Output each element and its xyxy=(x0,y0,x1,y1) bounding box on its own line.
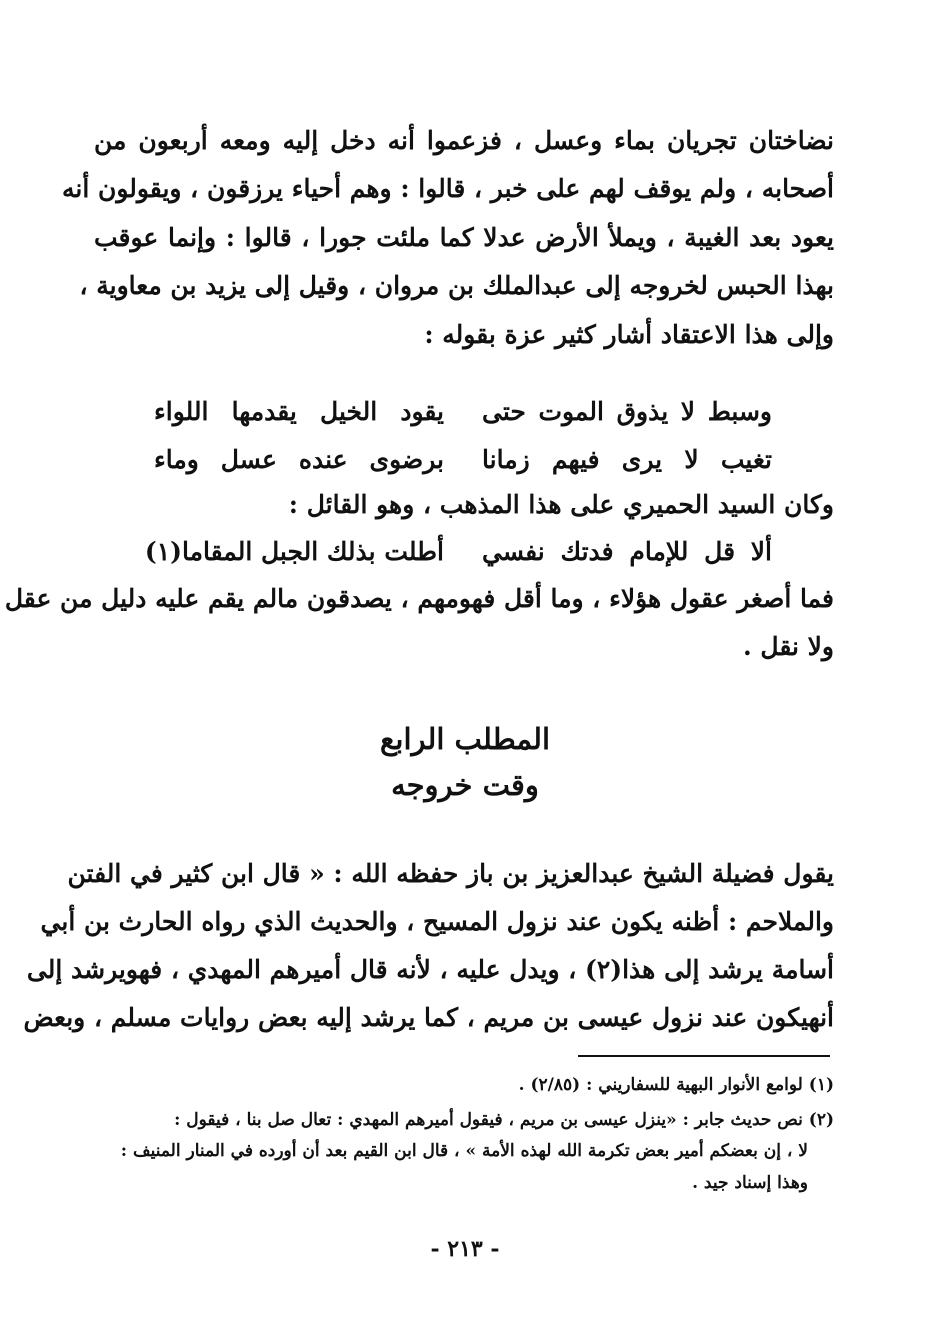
body-line: يعود بعد الغيبة ، ويملأ الأرض عدلا كما ملئت جورا ، قالوا : وإنما عوقب xyxy=(94,223,834,252)
footnote-2-continuation: لا ، إن بعضكم أمير بعض تكرمة الله لهذه الأمة » ، قال ابن القيم بعد أن أورده في المنار المنيف : xyxy=(120,1141,808,1161)
verse-first-hemistich: تغيب لا يرى فيهم زمانا xyxy=(482,445,772,474)
body-line: فما أصغر عقول هؤلاء ، وما أقل فهومهم ، يصدقون مالم يقم عليه دليل من عقل xyxy=(4,584,834,613)
body-line: نضاختان تجريان بماء وعسل ، فزعموا أنه دخل إليه ومعه أربعون من xyxy=(94,126,834,155)
poem-verse xyxy=(144,535,772,569)
verse-second-hemistich: برضوى عنده عسل وماء xyxy=(154,445,444,474)
body-line: أنهيكون عند نزول عيسى بن مريم ، كما يرشد إليه بعض روايات مسلم ، وبعض xyxy=(23,1003,834,1032)
body-line: ولا نقل . xyxy=(743,632,834,661)
poem-verse xyxy=(154,395,772,429)
body-line: وكان السيد الحميري على هذا المذهب ، وهو القائل : xyxy=(288,490,834,519)
verse-first-hemistich: ألا قل للإمام فدتك نفسي xyxy=(482,537,772,566)
body-line: يقول فضيلة الشيخ عبدالعزيز بن باز حفظه الله : « قال ابن كثير في الفتن xyxy=(67,859,834,888)
section-title: المطلب الرابع xyxy=(379,722,551,756)
body-line: وإلى هذا الاعتقاد أشار كثير عزة بقوله : xyxy=(424,320,834,349)
body-line: والملاحم : أظنه يكون عند نزول المسيح ، والحديث الذي رواه الحارث بن أبي xyxy=(40,907,834,936)
section-subtitle: وقت خروجه xyxy=(391,768,539,802)
footnote-1: (١) لوامع الأنوار البهية للسفاريني : (٢/٨٥) . xyxy=(518,1075,834,1095)
footnote-2: (٢) نص حديث جابر : «ينزل عيسى بن مريم ، فيقول أميرهم المهدي : تعال صل بنا ، فيقول : xyxy=(174,1110,834,1130)
body-line: أسامة يرشد إلى هذا(٢) ، ويدل عليه ، لأنه قال أميرهم المهدي ، فهويرشد إلى xyxy=(26,955,834,984)
verse-second-hemistich: أطلت بذلك الجبل المقاما(١) xyxy=(144,537,444,566)
body-line: أصحابه ، ولم يوقف لهم على خبر ، قالوا : وهم أحياء يرزقون ، ويقولون أنه xyxy=(61,174,834,203)
verse-first-hemistich: وسبط لا يذوق الموت حتى xyxy=(482,397,772,426)
footnote-separator xyxy=(578,1055,830,1057)
verse-second-hemistich: يقود الخيل يقدمها اللواء xyxy=(154,397,444,426)
body-line: بهذا الحبس لخروجه إلى عبدالملك بن مروان ، وقيل إلى يزيد بن معاوية ، xyxy=(79,271,834,300)
poem-verse xyxy=(154,443,772,477)
page-number: - ٢١٣ - xyxy=(430,1236,500,1262)
footnote-2-continuation: وهذا إسناد جيد . xyxy=(692,1173,808,1193)
